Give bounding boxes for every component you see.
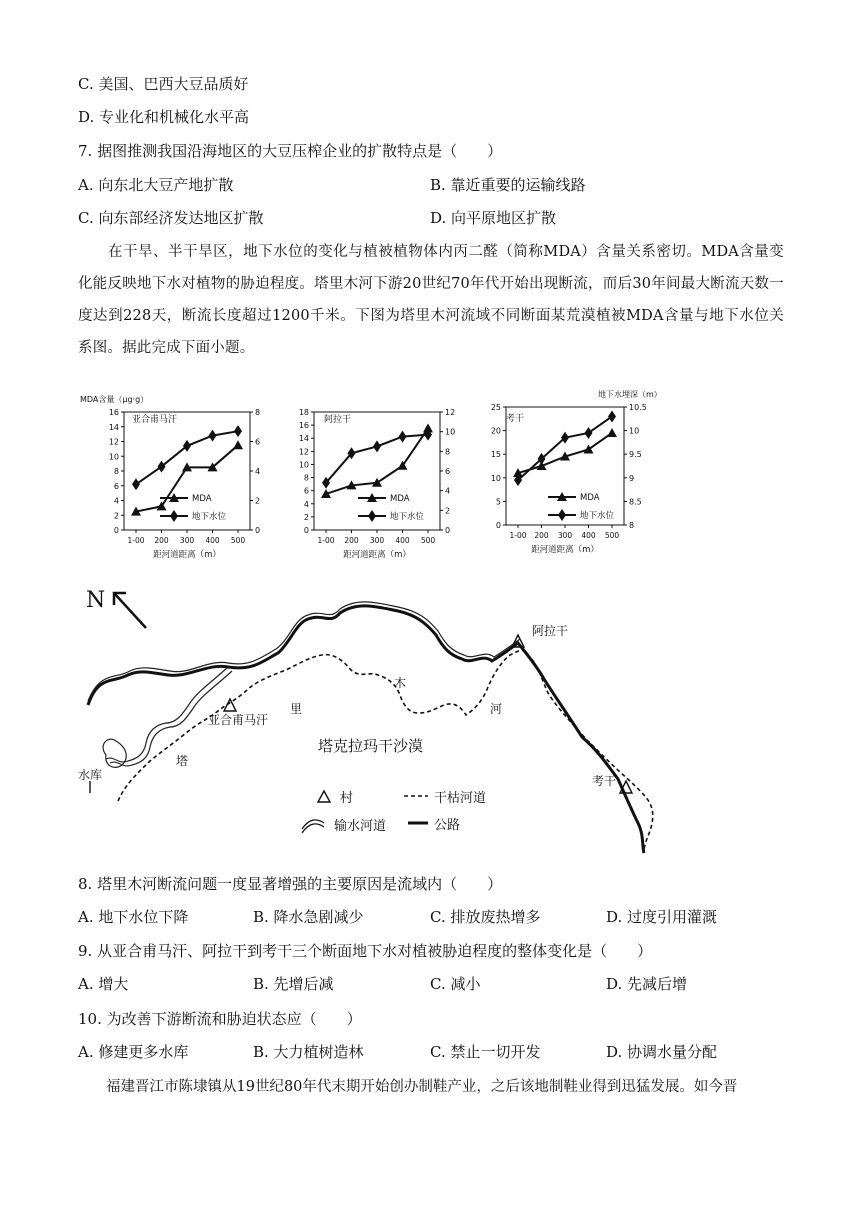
tick-label-x: 400 <box>581 531 596 540</box>
y-axis-label-right: 地下水埋深（m） <box>598 390 662 399</box>
tick-label-left: 12 <box>298 447 309 457</box>
tick-label-right: 8.5 <box>629 497 642 507</box>
q9-option-c: C. 减小 <box>430 975 481 993</box>
tick-label-right: 12 <box>445 408 456 417</box>
point-groundwater <box>234 425 242 437</box>
tick-label-right: 0 <box>445 526 451 535</box>
q10-option-b: B. 大力植树造林 <box>253 1043 364 1061</box>
label-alagan: 阿拉干 <box>532 624 569 638</box>
tick-label-x: 1-00 <box>317 536 335 545</box>
tick-label-left: 6 <box>113 481 119 491</box>
tick-label-left: 15 <box>490 450 501 460</box>
label-desert: 塔克拉玛干沙漠 <box>318 737 424 755</box>
tick-label-x: 1-00 <box>127 536 145 545</box>
legend-label-mda: MDA <box>390 494 410 504</box>
q6-option-c: C. 美国、巴西大豆品质好 <box>78 75 249 93</box>
tick-label-left: 8 <box>303 473 309 483</box>
tick-label-right: 6 <box>255 437 261 447</box>
x-axis-label: 距河道距离（m） <box>343 550 411 560</box>
point-groundwater <box>608 410 616 422</box>
series-line-triangle <box>136 445 238 511</box>
tick-label-x: 400 <box>395 536 410 545</box>
point-mda <box>607 428 617 437</box>
q7-option-d: D. 向平原地区扩散 <box>430 209 557 227</box>
tick-label-x: 200 <box>344 536 359 545</box>
tick-label-left: 16 <box>298 421 309 431</box>
tick-label-left: 16 <box>108 408 119 417</box>
point-groundwater <box>373 440 381 452</box>
tick-label-left: 18 <box>298 408 309 417</box>
q7-option-a: A. 向东北大豆产地扩散 <box>78 176 234 194</box>
q7-option-c: C. 向东部经济发达地区扩散 <box>78 209 264 227</box>
tick-label-right: 8 <box>255 408 261 417</box>
tick-label-left: 8 <box>113 467 119 476</box>
point-mda <box>233 440 243 449</box>
tick-label-right: 4 <box>445 486 451 496</box>
q9-option-a: A. 增大 <box>78 975 129 993</box>
label-kaogan: 考干 <box>592 774 617 788</box>
legend-village-label: 村 <box>340 791 354 806</box>
tick-label-right: 10 <box>629 426 640 436</box>
plot-frame <box>506 407 624 525</box>
point-groundwater <box>561 432 569 444</box>
tick-label-left: 12 <box>108 437 119 447</box>
label-he: 河 <box>490 702 503 716</box>
legend-marker-groundwater <box>170 510 178 522</box>
tick-label-left: 4 <box>113 496 119 506</box>
tick-label-left: 5 <box>495 497 501 507</box>
legend-dry-channel-label: 干枯河道 <box>434 791 487 806</box>
tick-label-x: 300 <box>179 536 195 545</box>
q7-stem: 7. 据图推测我国沿海地区的大豆压榨企业的扩散特点是（ ） <box>78 142 503 160</box>
tick-label-x: 500 <box>230 536 246 545</box>
tick-label-left: 14 <box>108 422 119 432</box>
q10-option-a: A. 修建更多水库 <box>78 1043 189 1061</box>
map-legend <box>302 790 486 834</box>
tick-label-right: 9.5 <box>629 450 642 460</box>
point-groundwater <box>585 427 593 439</box>
point-groundwater <box>183 440 191 452</box>
road-line <box>88 606 644 853</box>
q6-option-d: D. 专业化和机械化水平高 <box>78 108 250 126</box>
q9-stem: 9. 从亚合甫马汗、阿拉干到考干三个断面地下水对植被胁迫程度的整体变化是（ ） <box>78 942 653 960</box>
legend-water-channel-label: 输水河道 <box>334 819 387 834</box>
tick-label-left: 2 <box>303 512 309 522</box>
q8-option-a: A. 地下水位下降 <box>78 908 189 926</box>
tick-label-right: 2 <box>445 506 451 516</box>
tick-label-x: 300 <box>557 531 573 540</box>
tick-label-right: 2 <box>255 496 261 506</box>
legend-village-icon <box>318 791 330 802</box>
tick-label-left: 0 <box>113 526 119 535</box>
north-arrow-icon <box>114 593 146 628</box>
passage-tarim: 在干旱、半干旱区，地下水位的变化与植被植物体内丙二醛（简称MDA）含量关系密切。MDA含量变化能反映地下水对植物的胁迫程度。塔里木河下游20世纪70年代开始出现断流，而后30年间最大断流天数一度达到228天，断流长度超过1200千米。下图为塔里木河流域不同断面某荒漠植被MDA含量与地下水位关系图。据此完成下面小题。 <box>78 244 784 356</box>
passage-jinjiang: 福建晋江市陈埭镇从19世纪80年代末期开始创办制鞋产业，之后该地制鞋业得到迅猛发展。如今晋 <box>106 1079 738 1095</box>
label-mu: 木 <box>394 676 407 690</box>
label-ta: 塔 <box>176 754 189 768</box>
q8-option-c: C. 排放废热增多 <box>430 908 541 926</box>
tick-label-left: 0 <box>495 521 501 530</box>
tarim-river-map <box>78 583 678 858</box>
point-groundwater <box>399 431 407 443</box>
legend-label-groundwater: 地下水位 <box>192 512 227 522</box>
q9-option-b: B. 先增后减 <box>253 975 334 993</box>
tick-label-right: 6 <box>445 467 451 476</box>
tick-label-left: 2 <box>113 511 119 521</box>
tick-label-right: 0 <box>255 526 261 535</box>
q7-option-b: B. 靠近重要的运输线路 <box>430 176 586 194</box>
tick-label-left: 25 <box>490 403 501 412</box>
x-axis-label: 距河道距离（m） <box>531 545 599 555</box>
legend-marker-groundwater <box>368 510 376 522</box>
tick-label-right: 10.5 <box>629 403 647 412</box>
tick-label-right: 8 <box>629 521 635 530</box>
tick-label-x: 400 <box>205 536 220 545</box>
y-axis-label-left: MDA含量（μg·g） <box>80 395 149 404</box>
series-line-diamond <box>518 416 612 480</box>
chart-title: 亚合甫马汗 <box>132 415 178 425</box>
legend-marker-groundwater <box>558 509 566 521</box>
tick-label-x: 200 <box>154 536 169 545</box>
label-yahepumahan: 亚合甫马汗 <box>208 713 269 727</box>
tick-label-right: 4 <box>255 467 261 476</box>
tick-label-right: 10 <box>445 427 456 437</box>
reservoir-shape <box>103 739 126 767</box>
tick-label-left: 10 <box>490 473 501 483</box>
q10-option-c: C. 禁止一切开发 <box>430 1043 541 1061</box>
tick-label-x: 200 <box>534 531 549 540</box>
legend-label-groundwater: 地下水位 <box>580 511 615 521</box>
q9-option-d: D. 先减后增 <box>606 975 688 993</box>
q8-stem: 8. 塔里木河断流问题一度显著增强的主要原因是流域内（ ） <box>78 875 503 893</box>
tick-label-left: 14 <box>298 434 309 444</box>
q8-option-d: D. 过度引用灌溉 <box>606 908 718 926</box>
tick-label-right: 8 <box>445 447 451 457</box>
tick-label-x: 500 <box>420 536 436 545</box>
q10-option-d: D. 协调水量分配 <box>606 1043 718 1061</box>
tick-label-x: 1-00 <box>509 531 527 540</box>
tick-label-left: 4 <box>303 499 309 509</box>
tick-label-left: 0 <box>303 526 309 535</box>
point-groundwater <box>209 430 217 442</box>
chart-title: 阿拉干 <box>324 415 352 425</box>
tick-label-x: 500 <box>604 531 620 540</box>
point-groundwater <box>132 478 140 490</box>
q8-option-b: B. 降水急剧减少 <box>253 908 364 926</box>
tick-label-right: 9 <box>629 473 635 483</box>
tick-label-left: 10 <box>108 452 119 462</box>
north-label: N <box>86 588 106 613</box>
point-groundwater <box>158 461 166 473</box>
legend-road-label: 公路 <box>434 818 461 833</box>
chart-alagan <box>288 390 478 560</box>
legend-label-mda: MDA <box>580 493 600 503</box>
q10-stem: 10. 为改善下游断流和胁迫状态应（ ） <box>78 1010 362 1028</box>
chart-kaogan <box>478 385 708 560</box>
chart-yahepumahan <box>80 390 280 560</box>
label-reservoir: 水库 <box>78 768 103 782</box>
legend-label-mda: MDA <box>192 494 212 504</box>
x-axis-label: 距河道距离（m） <box>153 550 221 560</box>
tick-label-left: 6 <box>303 486 309 496</box>
point-groundwater <box>538 453 546 465</box>
legend-label-groundwater: 地下水位 <box>390 512 425 522</box>
label-li: 里 <box>290 702 303 716</box>
chart-title: 考干 <box>506 414 525 424</box>
tick-label-left: 10 <box>298 460 309 470</box>
tick-label-x: 300 <box>369 536 385 545</box>
tick-label-left: 20 <box>490 426 501 436</box>
